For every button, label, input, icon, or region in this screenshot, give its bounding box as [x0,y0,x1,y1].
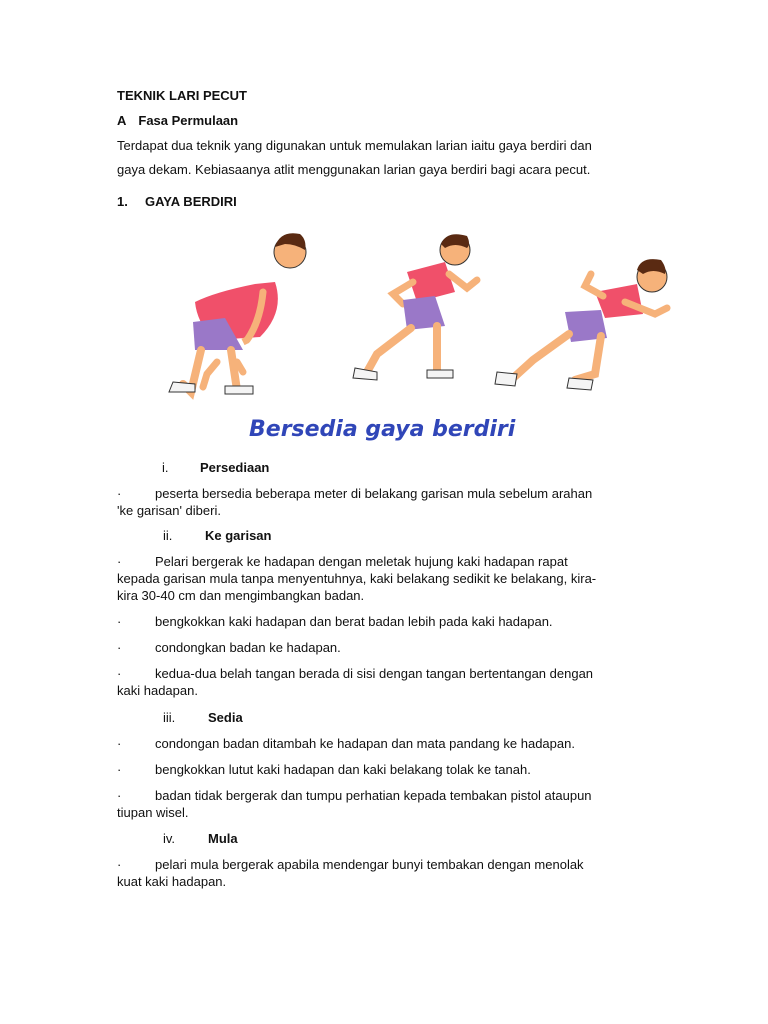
intro-line-1: Terdapat dua teknik yang digunakan untuk memulakan larian iaitu gaya berdiri dan [117,138,592,153]
bullet-item [117,735,647,752]
standing-start-illustration [155,222,675,447]
bullet-item [117,665,647,699]
step-number: iv. [163,831,176,846]
bullet-line: badan tidak bergerak dan tumpu perhatian kepada tembakan pistol ataupun [155,788,592,803]
bullet-line: 'ke garisan' diberi. [117,503,221,518]
section-heading-text: Fasa Permulaan [138,113,239,128]
bullet-line: pelari mula bergerak apabila mendengar bunyi tembakan dengan menolak [155,857,584,872]
bullet-item [117,613,647,630]
shirt-3 [595,284,643,318]
bullet-item [117,856,647,890]
bullet-item [117,553,647,604]
subsection-heading: GAYA BERDIRI [145,194,237,209]
bullet-line: kedua-dua belah tangan berada di sisi dengan tangan bertentangan dengan [155,666,594,681]
bullet-item [117,639,647,656]
bullet-marker: · [117,486,122,501]
step-label: Persediaan [200,460,270,475]
bullet-marker: · [117,666,122,681]
bullet-marker: · [117,640,122,655]
bullet-line: kira 30-40 cm dan mengimbangkan badan. [117,588,365,603]
bullet-item [117,761,647,778]
bullet-line: kaki hadapan. [117,683,198,698]
bullet-line: Pelari bergerak ke hadapan dengan meletak hujung kaki hadapan rapat [155,554,568,569]
step-label: Mula [208,831,238,846]
bullet-marker: · [117,857,122,872]
bullet-item [117,787,647,821]
bullet-line: peserta bersedia beberapa meter di belakang garisan mula sebelum arahan [155,486,593,501]
step-number: ii. [163,528,173,543]
section-letter: A [117,113,127,128]
step-number: i. [162,460,169,475]
subsection-number: 1. [117,194,128,209]
step-label: Sedia [208,710,243,725]
runner-figure-2 [353,234,477,380]
document-title: TEKNIK LARI PECUT [117,88,247,103]
step-number: iii. [163,710,176,725]
bullet-marker: · [117,788,122,803]
figure-caption: Bersedia gaya berdiri [249,417,516,442]
bullet-item [117,485,647,519]
bullet-line: condongan badan ditambah ke hadapan dan mata pandang ke hadapan. [155,736,575,751]
bullet-marker: · [117,736,122,751]
bullet-marker: · [117,554,122,569]
bullet-line: kuat kaki hadapan. [117,874,227,889]
bullet-line: bengkokkan lutut kaki hadapan dan kaki belakang tolak ke tanah. [155,762,531,777]
bullet-line: bengkokkan kaki hadapan dan berat badan lebih pada kaki hadapan. [155,614,553,629]
section-a-heading [117,113,238,128]
bullet-line: condongkan badan ke hadapan. [155,640,341,655]
runner-figure-3 [495,259,667,390]
bullet-line: kepada garisan mula tanpa menyentuhnya, kaki belakang sedikit ke belakang, kira- [117,571,597,586]
bullet-marker: · [117,614,122,629]
bullet-marker: · [117,762,122,777]
bullet-line: tiupan wisel. [117,805,189,820]
runner-figure-1 [169,233,306,394]
step-label: Ke garisan [205,528,272,543]
intro-line-2: gaya dekam. Kebiasaanya atlit menggunakan larian gaya berdiri bagi acara pecut. [117,162,591,177]
